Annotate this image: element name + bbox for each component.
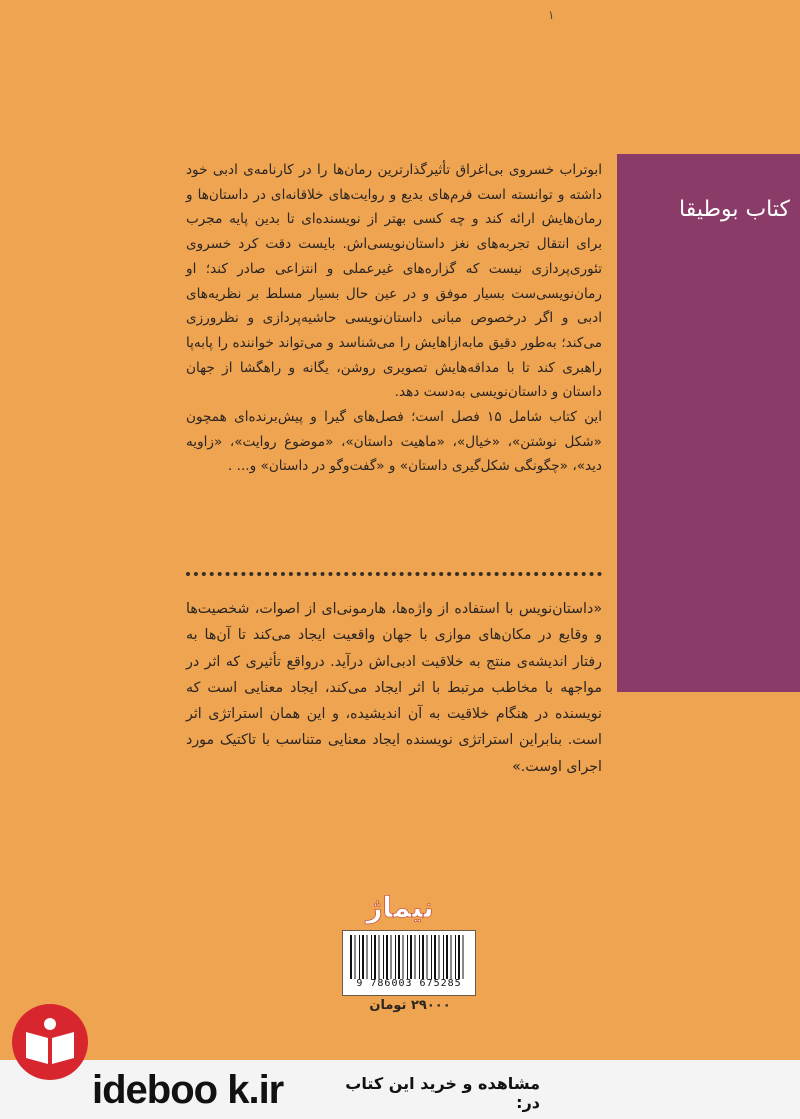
- band-title: کتاب بوطیقا: [679, 197, 790, 222]
- quote-text: «داستان‌نویس با استفاده از واژه‌ها، هارمونی‌ای از اصوات، شخصیت‌ها و وقایع در مکان‌های موازی با جهان واقعیت ایجاد می‌کند تا آن‌ها به رفتار اندیشه‌ی منتج به خلاقیت ادبی‌اش درآید. درواقع تأثیری که اثر در مواجهه با مخاطب مرتبط با اثر ایجاد می‌کند، ایجاد معنایی است که نویسنده در هنگام خلاقیت به آن اندیشیده، و این همان استراتژی اثر است. بنابراین استراتژی نویسنده ایجاد معنایی متناسب با تاکتیک مورد اجرای اوست.»: [186, 601, 602, 775]
- contents-paragraph: این کتاب شامل ۱۵ فصل است؛ فصل‌های گیرا و پیش‌برنده‌ای همچون «شکل نوشتن»، «خیال»، «ماهیت داستان»، «موضوع روایت»، «زاویه دید»، «چگونگی شکل‌گیری داستان» و «گفت‌وگو در داستان» و... .: [186, 409, 602, 475]
- barcode: [342, 930, 476, 996]
- publisher-logo: [355, 885, 445, 929]
- book-logo-icon: [10, 1002, 90, 1082]
- price-label: ۲۹۰۰۰ تومان: [369, 998, 451, 1013]
- publisher-logo-text: نیماژ: [366, 891, 434, 924]
- page-mark: ۱: [548, 8, 555, 22]
- barcode-bars: [349, 935, 469, 979]
- site-name[interactable]: ideboo k.ir: [92, 1068, 284, 1112]
- blurb-text: [186, 158, 602, 479]
- blurb-paragraph: ابوتراب خسروی بی‌اغراق تأثیرگذارترین رمان‌ها را در کارنامه‌ی ادبی خود داشته و توانسته است فرم‌های بدیع و روایت‌های خلاقانه‌ای در داستان‌ها و رمان‌هایش ارائه کند و چه کسی بهتر از نویسنده‌ای تا بدین پایه مجرب برای انتقال تجربه‌های نغز داستان‌نویسی‌اش. بایست دقت کرد خسروی تئوری‌پردازی نیست که گزاره‌های غیرعملی و انتزاعی صادر کند؛ او رمان‌نویسی‌ست بسیار موفق و در عین حال بسیار مسلط بر نظریه‌های ادبی و اگر درخصوص مبانی داستان‌نویسی حاشیه‌پردازی و نظرورزی می‌کند؛ به‌طور دقیق مابه‌ازاهایش را می‌شناسد و می‌تواند خواننده را پابه‌پا راهبری کند تا با مداقه‌هایش تصویری روشن، یگانه و راهگشا از جهان داستان و داستان‌نویسی به‌دست دهد.: [186, 162, 602, 401]
- site-cta: مشاهده و خرید این کتاب در:: [345, 1074, 540, 1112]
- dotted-divider: [186, 572, 602, 576]
- purple-band: [617, 154, 800, 692]
- barcode-number: 9 786003 675285: [356, 978, 462, 989]
